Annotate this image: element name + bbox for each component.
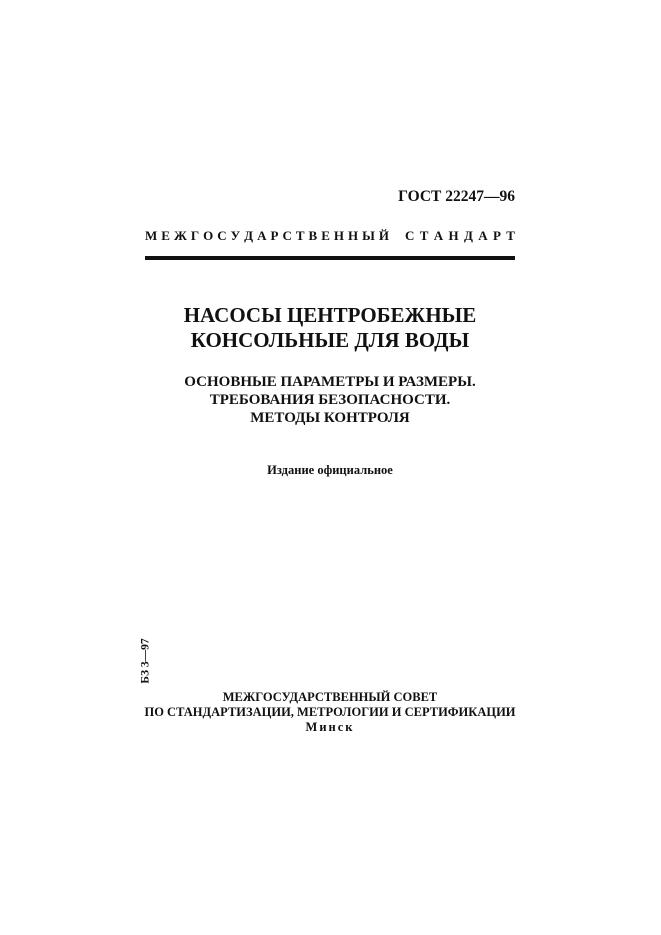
banner-letter: У: [230, 228, 241, 243]
banner-letter: Е: [321, 228, 330, 243]
banner-letter: Р: [492, 228, 501, 243]
banner-letter: А: [257, 228, 267, 243]
banner-letter: Т: [295, 228, 305, 243]
title-line-1: НАСОСЫ ЦЕНТРОБЕЖНЫЕ: [183, 303, 477, 327]
standard-type-banner: [145, 228, 515, 244]
title-line-2: КОНСОЛЬНЫЕ ДЛЯ ВОДЫ: [190, 328, 470, 352]
banner-letter: Н: [333, 228, 344, 243]
banner-letter: С: [217, 228, 227, 243]
banner-letter: О: [203, 228, 214, 243]
banner-letter: Д: [244, 228, 254, 243]
document-subtitle: [145, 373, 515, 427]
banner-letter: А: [433, 228, 444, 243]
banner-letter: Н: [448, 228, 459, 243]
edition-note: Издание официальное: [267, 463, 393, 477]
banner-word-interstate: [145, 228, 389, 244]
banner-letter: Ж: [173, 228, 187, 243]
side-catalog-text: БЗ 3—97: [140, 638, 152, 684]
subtitle-line-1: ОСНОВНЫЕ ПАРАМЕТРЫ И РАЗМЕРЫ.: [184, 374, 476, 390]
subtitle-line-3: МЕТОДЫ КОНТРОЛЯ: [250, 410, 410, 426]
publisher-line-1: МЕЖГОСУДАРСТВЕННЫЙ СОВЕТ: [222, 690, 438, 704]
subtitle-line-2: ТРЕБОВАНИЯ БЕЗОПАСНОСТИ.: [209, 392, 451, 408]
banner-letter: М: [145, 228, 158, 243]
banner-letter: С: [405, 228, 415, 243]
banner-divider: [145, 256, 515, 260]
banner-letter: Г: [190, 228, 200, 243]
side-catalog-note: [138, 636, 154, 686]
banner-letter: В: [308, 228, 318, 243]
banner-letter: Н: [347, 228, 359, 243]
banner-letter: Й: [378, 228, 389, 243]
publisher-line-2: ПО СТАНДАРТИЗАЦИИ, МЕТРОЛОГИИ И СЕРТИФИКАЦИИ: [144, 705, 516, 719]
banner-letter: Т: [506, 228, 515, 243]
banner-letter: Т: [419, 228, 429, 243]
standard-code: ГОСТ 22247—96: [398, 188, 515, 205]
banner-word-standard: [405, 228, 515, 244]
banner-letter: А: [478, 228, 488, 243]
document-title: [145, 303, 515, 353]
banner-letter: Д: [463, 228, 473, 243]
banner-letter: С: [282, 228, 292, 243]
banner-letter: Ы: [362, 228, 375, 243]
banner-letter: Р: [270, 228, 279, 243]
banner-letter: Е: [161, 228, 170, 243]
publisher-city: Минск: [305, 720, 355, 734]
publisher-block: [120, 690, 540, 735]
